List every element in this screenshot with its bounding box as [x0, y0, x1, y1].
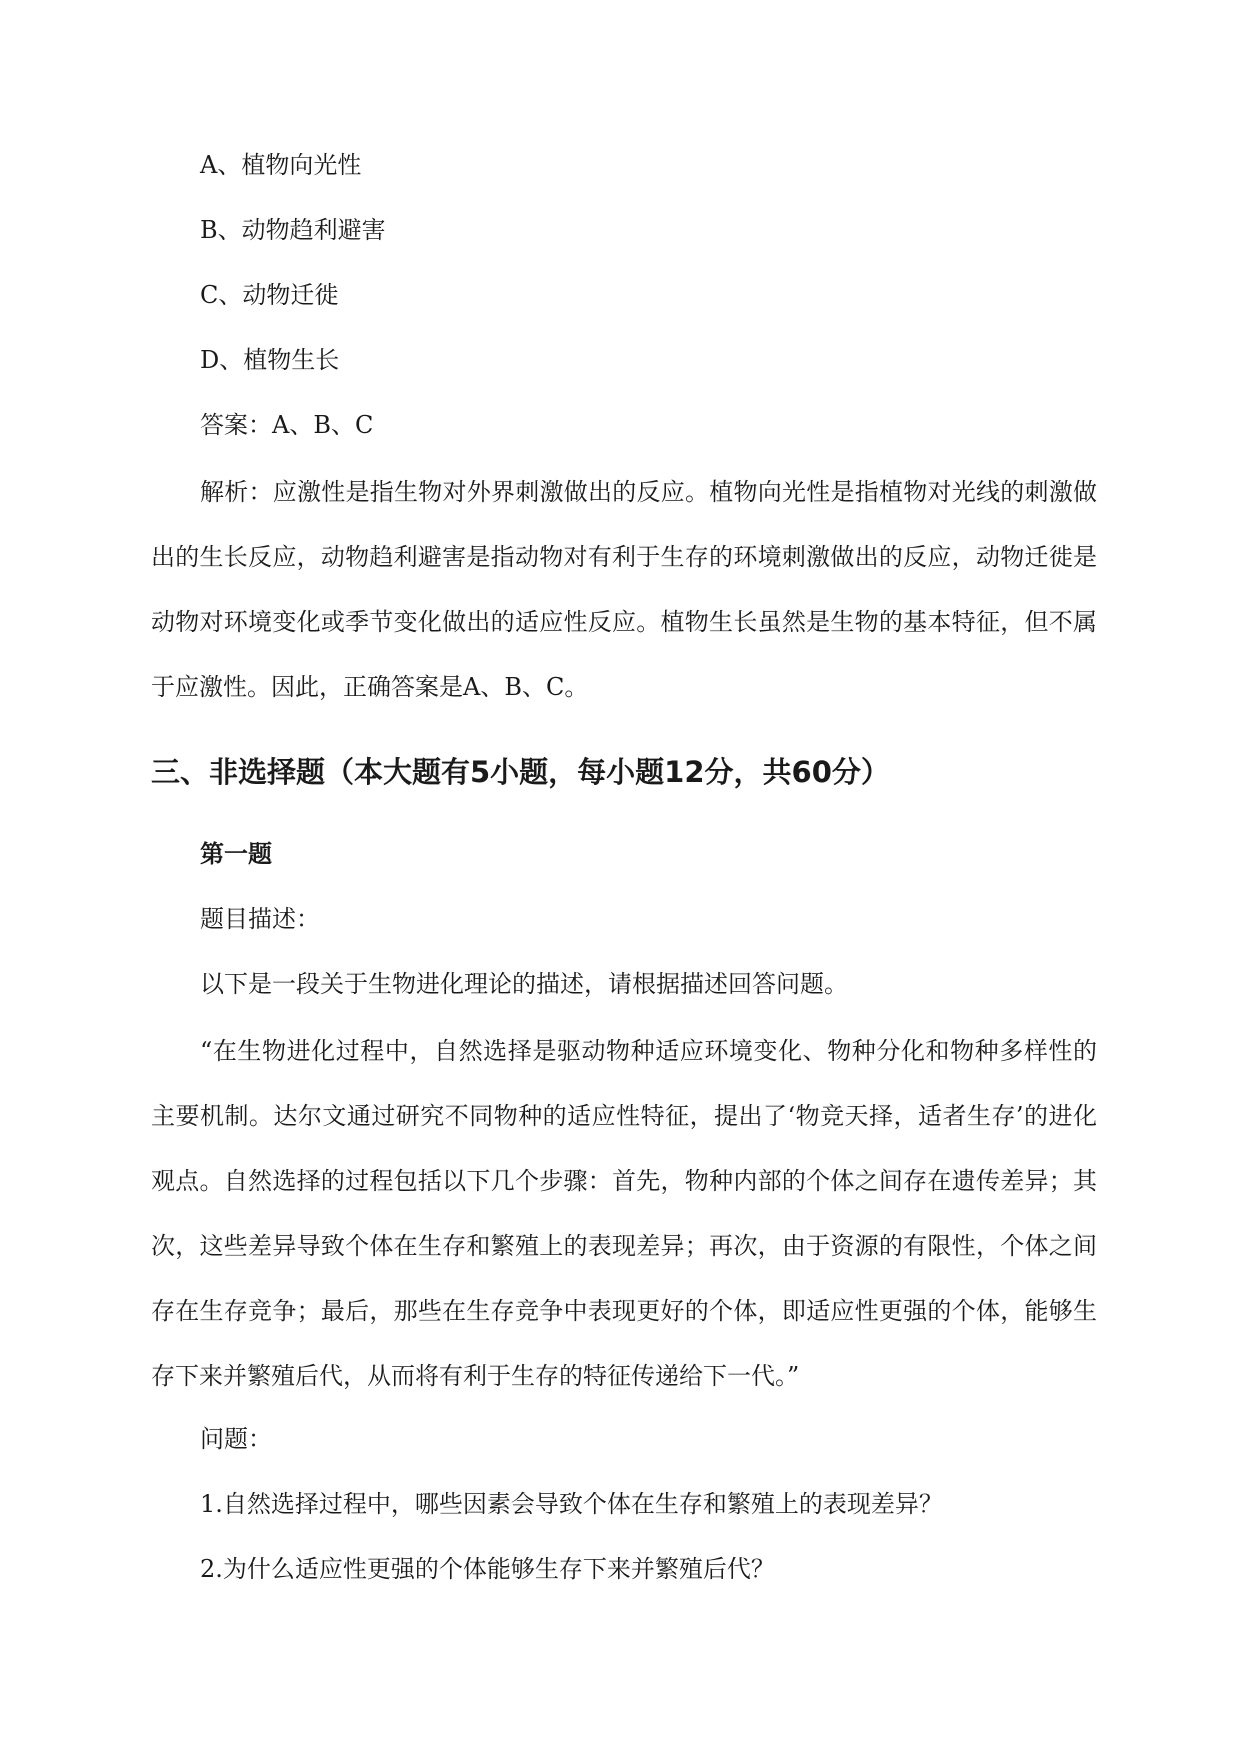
option-b: B、动物趋利避害 — [200, 216, 386, 244]
question-item-1: 1.自然选择过程中，哪些因素会导致个体在生存和繁殖上的表现差异？ — [200, 1490, 943, 1518]
questions-label: 问题： — [200, 1425, 272, 1453]
question-quote: “在生物进化过程中，自然选择是驱动物种适应环境变化、物种分化和物种多样性的主要机制。达尔文通过研究不同物种的适应性特征，提出了‘物竞天择，适者生存’的进化观点。自然选择的过程包括以下几个步骤：首先，物种内部的个体之间存在遗传差异；其次，这些差异导致个体在生存和繁殖上的表现差异；再次，由于资源的有限性，个体之间存在生存竞争；最后，那些在生存竞争中表现更好的个体，即适应性更强的个体，能够生存下来并繁殖后代，从而将有利于生存的特征传递给下一代。” — [151, 1037, 1097, 1390]
section-heading: 三、非选择题（本大题有5小题，每小题12分，共60分） — [151, 755, 890, 789]
option-a: A、植物向光性 — [200, 151, 362, 179]
question-description-label: 题目描述： — [200, 905, 320, 933]
answer-line: 答案：A、B、C — [200, 411, 374, 439]
question-title: 第一题 — [200, 840, 272, 868]
option-c: C、动物迁徙 — [200, 281, 339, 309]
option-d: D、植物生长 — [200, 346, 340, 374]
question-item-2: 2.为什么适应性更强的个体能够生存下来并繁殖后代？ — [200, 1555, 775, 1583]
question-intro: 以下是一段关于生物进化理论的描述，请根据描述回答问题。 — [200, 970, 848, 998]
analysis-paragraph: 解析：应激性是指生物对外界刺激做出的反应。植物向光性是指植物对光线的刺激做出的生长反应，动物趋利避害是指动物对有利于生存的环境刺激做出的反应，动物迁徙是动物对环境变化或季节变化做出的适应性反应。植物生长虽然是生物的基本特征，但不属于应激性。因此，正确答案是A、B、C。 — [151, 478, 1097, 701]
